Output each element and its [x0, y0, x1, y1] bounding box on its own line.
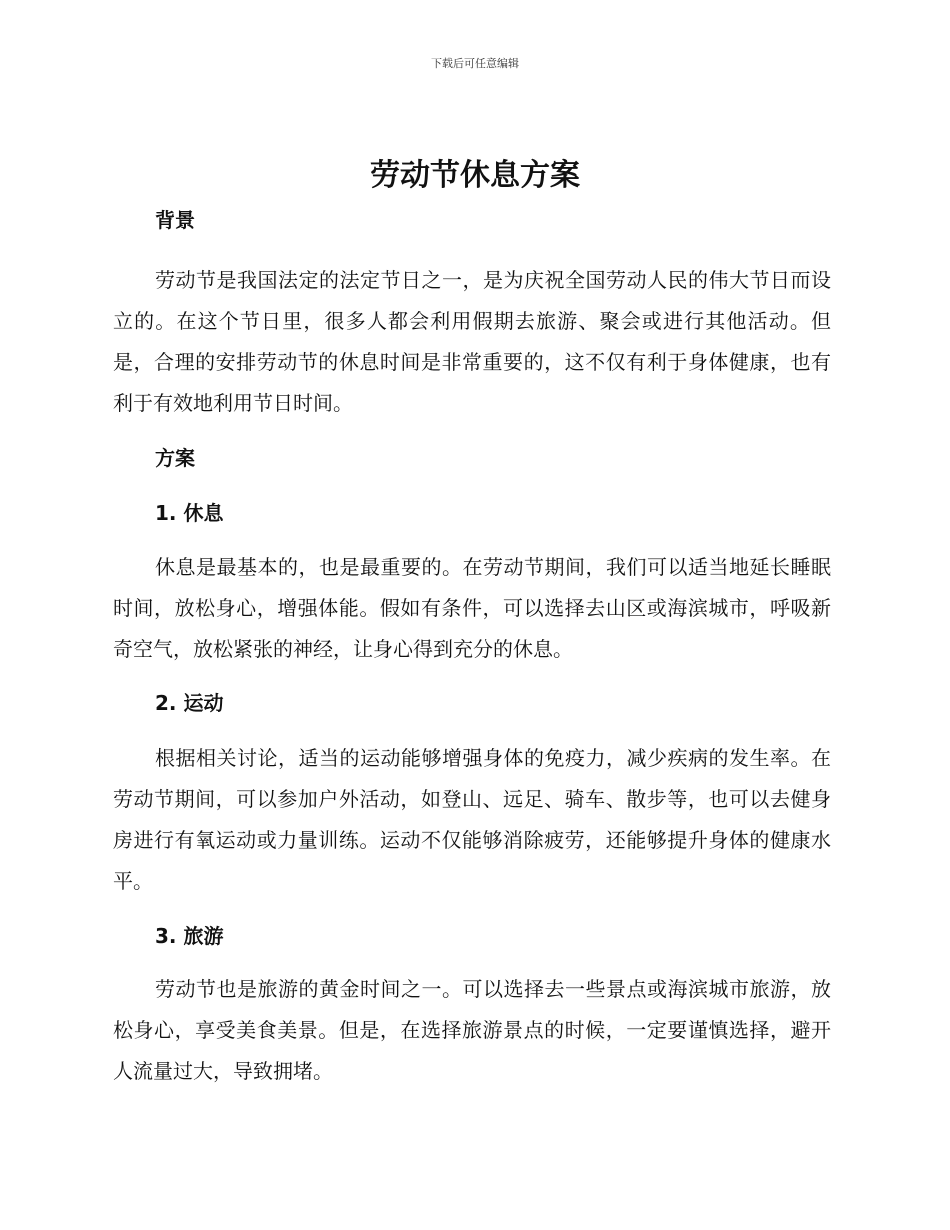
header-note: 下载后可任意编辑	[431, 57, 519, 70]
paragraph-rest: 休息是最基本的，也是最重要的。在劳动节期间，我们可以适当地延长睡眠时间，放松身心，增强体能。假如有条件，可以选择去山区或海滨城市，呼吸新奇空气，放松紧张的神经，让身心得到充分的休息。	[113, 555, 831, 661]
section-heading-travel: 3. 旅游	[155, 924, 224, 948]
document-body	[113, 205, 831, 1092]
paragraph-background: 劳动节是我国法定的法定节日之一，是为庆祝全国劳动人民的伟大节日而设立的。在这个节日里，很多人都会利用假期去旅游、聚会或进行其他活动。但是，合理的安排劳动节的休息时间是非常重要的，这不仅有利于身体健康，也有利于有效地利用节日时间。	[113, 268, 831, 415]
paragraph-exercise: 根据相关讨论，适当的运动能够增强身体的免疫力，减少疾病的发生率。在劳动节期间，可以参加户外活动，如登山、远足、骑车、散步等，也可以去健身房进行有氧运动或力量训练。运动不仅能够消除疲劳，还能够提升身体的健康水平。	[113, 746, 831, 893]
section-heading-background: 背景	[155, 208, 195, 232]
section-heading-exercise: 2. 运动	[155, 691, 224, 715]
section-heading-rest: 1. 休息	[155, 501, 224, 525]
paragraph-travel: 劳动节也是旅游的黄金时间之一。可以选择去一些景点或海滨城市旅游，放松身心，享受美食美景。但是，在选择旅游景点的时候，一定要谨慎选择，避开人流量过大，导致拥堵。	[113, 977, 831, 1083]
section-heading-plan: 方案	[155, 446, 195, 470]
document-title: 劳动节休息方案	[370, 158, 580, 193]
